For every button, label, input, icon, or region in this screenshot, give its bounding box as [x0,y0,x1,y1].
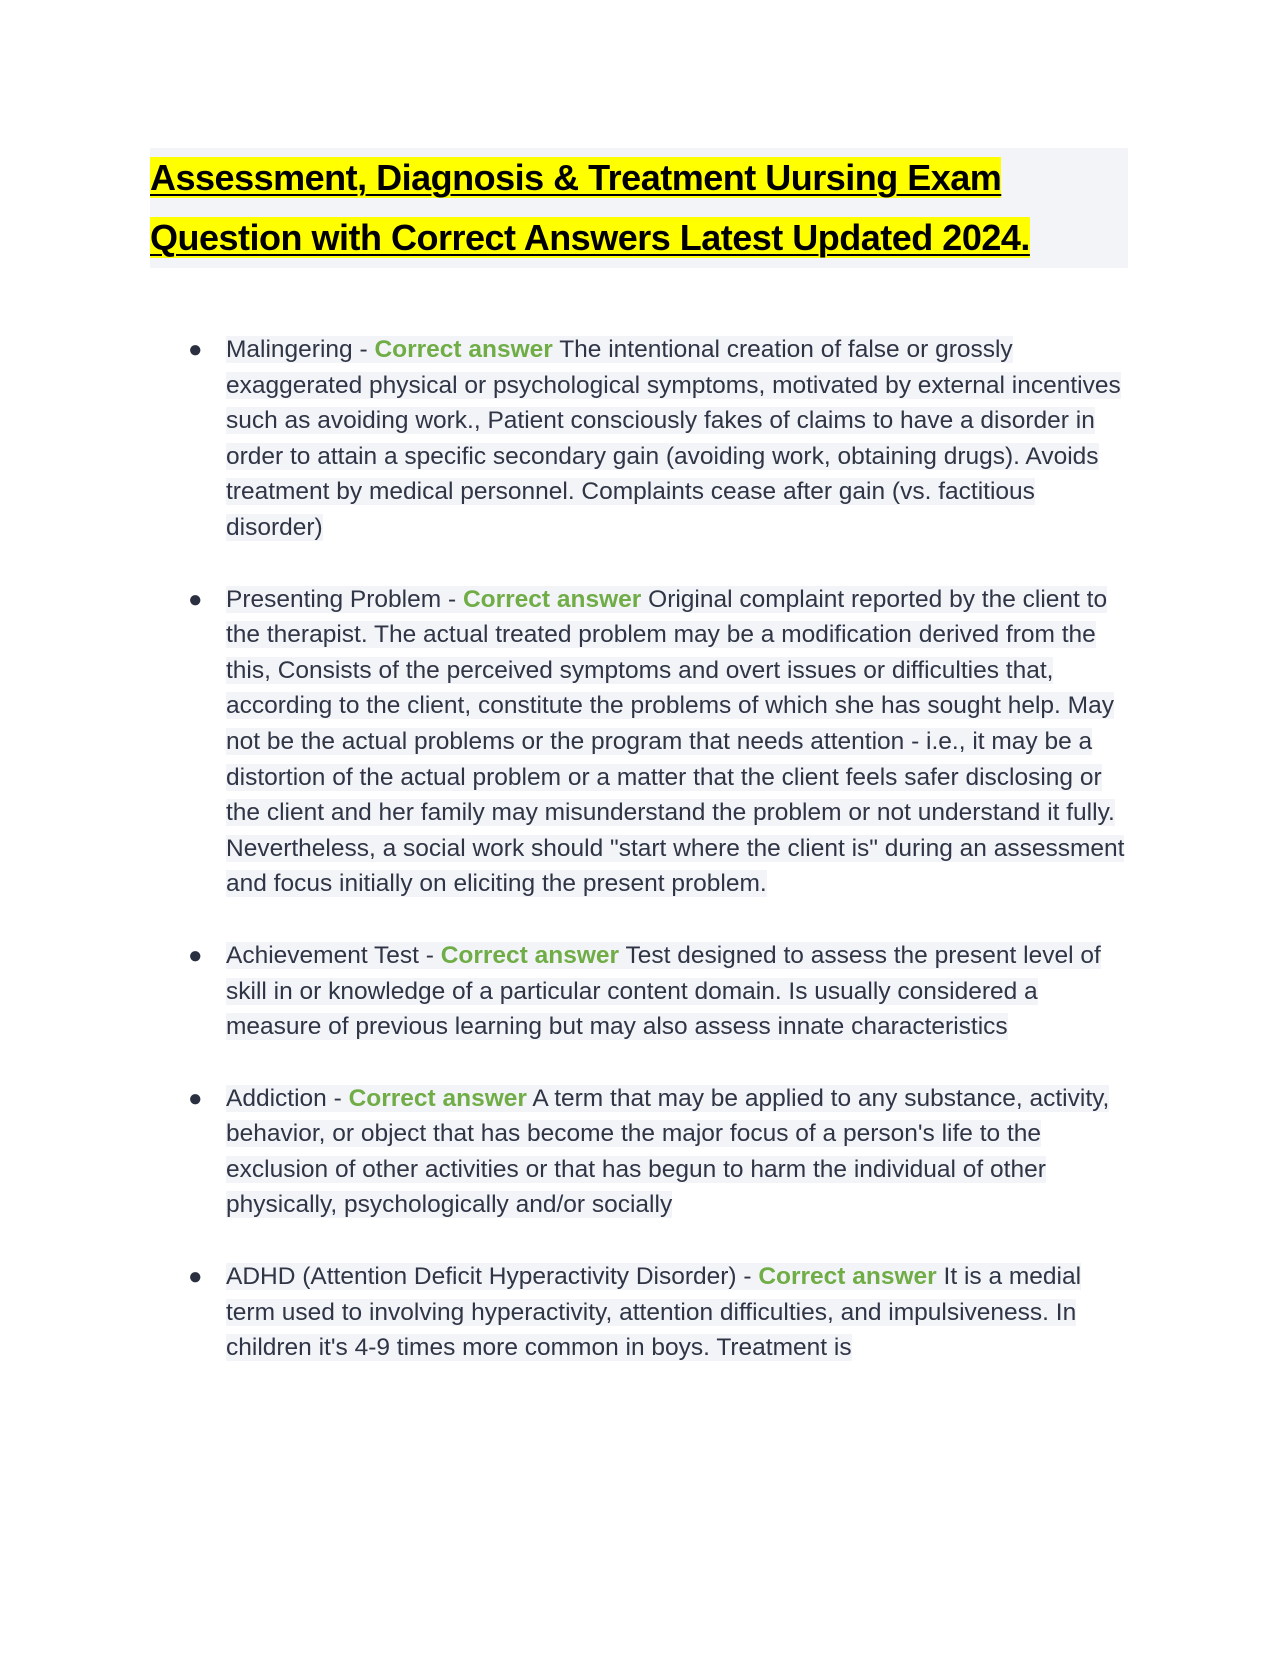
qa-term: Presenting Problem - [226,585,463,613]
qa-definition: Test designed to assess the present level of skill in or knowledge of a particular content domain. Is usually considered a measure of previous learning but may also assess innate characteristics [226,941,1101,1041]
bullet-dot-icon: ● [188,1084,203,1112]
list-item [150,1259,1130,1366]
title-line-1: Assessment, Diagnosis & Treatment Uursing Exam [150,157,1002,198]
list-item [150,332,1130,546]
qa-text [226,1259,1130,1366]
document-title [150,148,1128,268]
qa-definition: A term that may be applied to any substance, activity, behavior, or object that has become the major focus of a person's life to the exclusion of other activities or that has begun to harm the individual of other physically, psychologically and/or socially [226,1084,1110,1219]
qa-term: ADHD (Attention Deficit Hyperactivity Disorder) - [226,1263,759,1291]
correct-answer-label: Correct answer [440,941,620,969]
list-item [150,582,1130,902]
qa-definition: It is a medial term used to involving hyperactivity, attention difficulties, and impulsiveness. In children it's 4-9 times more common in boys. Treatment is [226,1263,1082,1362]
bullet-dot-icon: ● [188,941,203,969]
qa-text [226,582,1130,902]
list-item [150,1081,1130,1223]
qa-term: Malingering - [226,336,375,363]
qa-definition: Original complaint reported by the client to the therapist. The actual treated problem may be a modification derived from the this, Consists of the perceived symptoms and overt issues or difficulties that, according to the client, constitute the problems of which she has sought help. May not be the actual problems or the program that needs attention - i.e., it may be a distortion of the actual problem or a matter that the client feels safer disclosing or the client and her family may misunderstand the problem or not understand it fully. Nevertheless, a social work should "start where the client is" during an assessment and focus initially on eliciting the present problem. [226,585,1125,898]
title-line-2: Question with Correct Answers Latest Updated 2024. [150,217,1030,258]
correct-answer-label: Correct answer [758,1263,937,1291]
qa-definition: The intentional creation of false or grossly exaggerated physical or psychological symptoms, motivated by external incentives such as avoiding work., Patient consciously fakes of claims to have a disorder in order to attain a specific secondary gain (avoiding work, obtaining drugs). Avoids treatment by medical personnel. Complaints cease after gain (vs. factitious disorder) [226,336,1121,541]
qa-text [226,938,1130,1045]
bullet-dot-icon: ● [188,1263,203,1291]
qa-term: Addiction - [226,1084,349,1112]
correct-answer-label: Correct answer [374,336,553,363]
qa-text [226,332,1130,546]
list-item [150,938,1130,1045]
correct-answer-label: Correct answer [348,1084,527,1112]
qa-text [226,1081,1130,1223]
qa-term: Achievement Test - [226,941,441,969]
qa-list [150,332,1130,1402]
bullet-dot-icon: ● [188,585,203,613]
bullet-dot-icon: ● [188,336,203,363]
correct-answer-label: Correct answer [462,585,642,613]
